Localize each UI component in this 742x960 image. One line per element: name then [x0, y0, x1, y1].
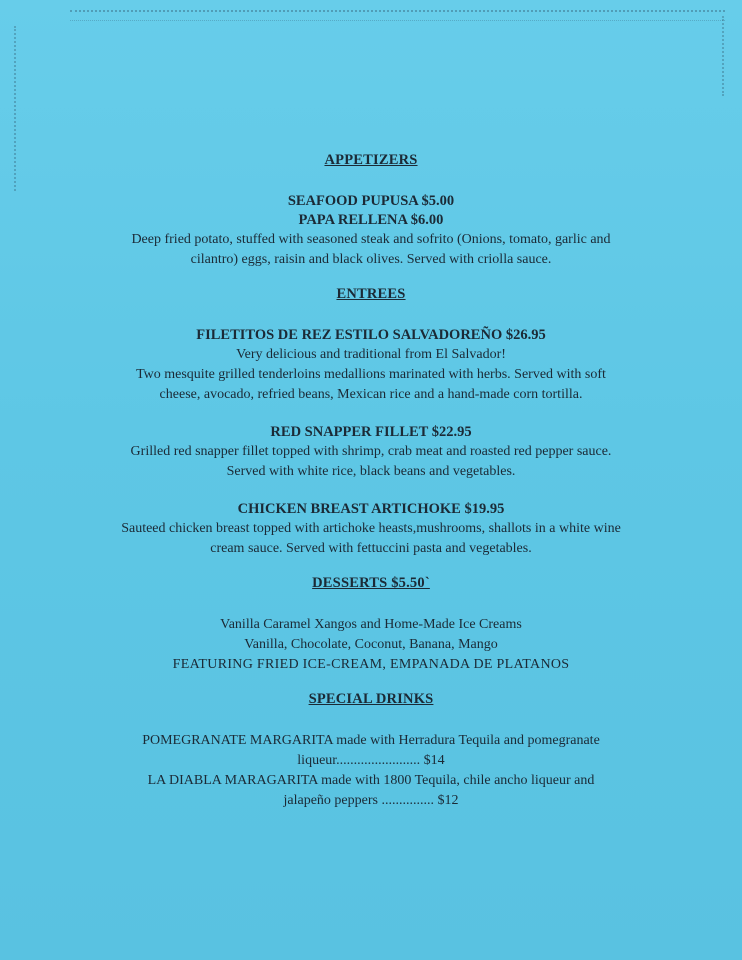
- page-edge-left: [14, 26, 22, 191]
- dish-description: Deep fried potato, stuffed with seasoned steak and sofrito (Onions, tomato, garlic and: [131, 232, 611, 247]
- dish-description: Sauteed chicken breast topped with artichoke heasts,mushrooms, shallots in a white wine: [121, 521, 621, 536]
- dessert-line: Vanilla, Chocolate, Coconut, Banana, Mango: [244, 637, 498, 652]
- section-title-entrees: ENTREES: [336, 286, 406, 302]
- section-title-desserts: DESSERTS $5.50`: [312, 575, 430, 591]
- dish-description: Served with white rice, black beans and vegetables.: [226, 464, 516, 479]
- dish-description: cheese, avocado, refried beans, Mexican rice and a hand-made corn tortilla.: [159, 387, 583, 402]
- section-title-special-drinks: SPECIAL DRINKS: [308, 691, 434, 707]
- dish-description: Two mesquite grilled tenderloins medallions marinated with herbs. Served with soft: [136, 367, 606, 382]
- dish-description: Very delicious and traditional from El Salvador!: [236, 347, 506, 362]
- page-edge-right: [716, 16, 724, 96]
- dish-name-seafood-pupusa: SEAFOOD PUPUSA $5.00: [287, 193, 455, 209]
- drink-line: liqueur........................ $14: [297, 753, 445, 768]
- dish-name-chicken-breast-artichoke: CHICKEN BREAST ARTICHOKE $19.95: [237, 501, 505, 517]
- dish-description: Grilled red snapper fillet topped with shrimp, crab meat and roasted red pepper sauce.: [130, 444, 612, 459]
- section-title-appetizers: APPETIZERS: [324, 152, 418, 168]
- dessert-feature: FEATURING FRIED ICE-CREAM, EMPANADA DE PLATANOS: [172, 657, 570, 672]
- drink-line: LA DIABLA MARAGARITA made with 1800 Tequila, chile ancho liqueur and: [147, 773, 595, 788]
- dish-description: cream sauce. Served with fettuccini pasta and vegetables.: [210, 541, 532, 556]
- dish-description: cilantro) eggs, raisin and black olives. Served with criolla sauce.: [190, 252, 552, 267]
- dish-name-papa-rellena: PAPA RELLENA $6.00: [298, 212, 444, 228]
- dish-name-filetitos: FILETITOS DE REZ ESTILO SALVADOREÑO $26.95: [196, 327, 546, 343]
- drink-line: jalapeño peppers ............... $12: [283, 793, 459, 808]
- menu-content: [40, 150, 702, 811]
- page-edge-top: [70, 10, 725, 21]
- dish-name-red-snapper: RED SNAPPER FILLET $22.95: [270, 424, 472, 440]
- dessert-line: Vanilla Caramel Xangos and Home-Made Ice Creams: [220, 617, 522, 632]
- drink-line: POMEGRANATE MARGARITA made with Herradura Tequila and pomegranate: [142, 733, 600, 748]
